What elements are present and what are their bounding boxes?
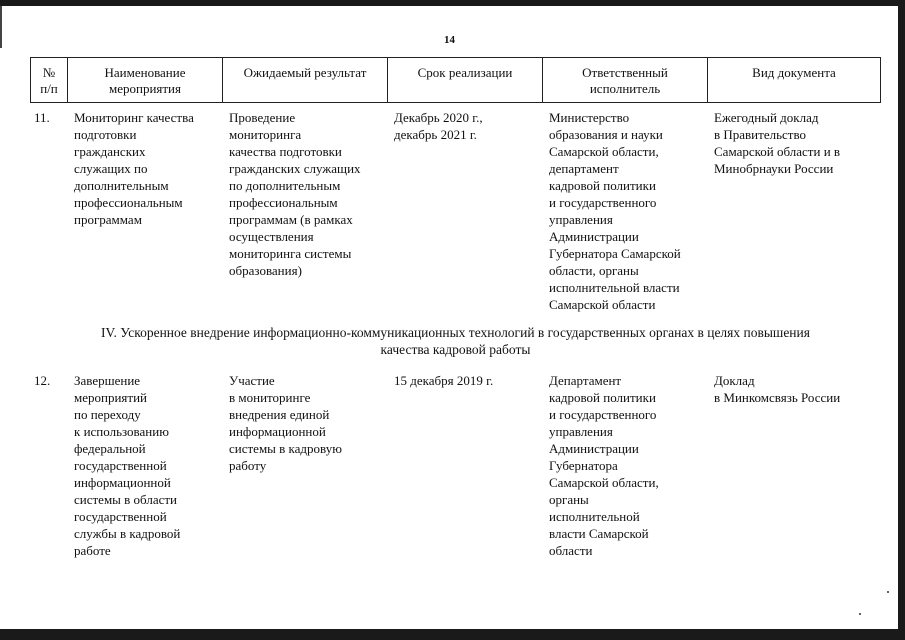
header-executor-text: Ответственный исполнитель [582, 65, 668, 96]
scan-speck [859, 613, 861, 615]
row-name: Завершение мероприятий по переходу к использованию федеральной государственной информационной системы в области государственной службы в кадровой работе [74, 373, 181, 558]
row-result: Проведение мониторинга качества подготовки гражданских служащих по дополнительным профессиональным программам (в рамках осуществления мониторинга системы образования) [229, 110, 361, 278]
header-name-text: Наименование мероприятия [104, 65, 186, 96]
row-number: 11. [34, 110, 50, 125]
header-result-text: Ожидаемый результат [243, 65, 367, 80]
row-doc-type: Ежегодный доклад в Правительство Самарской области и в Минобрнауки России [714, 110, 841, 176]
row-executor: Министерство образования и науки Самарской области, департамент кадровой политики и государственного управления Администрации Губернатора Самарской области, органы исполнительной власти Самарской области [549, 110, 681, 312]
table-header-row [30, 57, 881, 103]
header-name [68, 58, 223, 102]
table-row [30, 109, 881, 313]
header-number [30, 58, 68, 102]
page-number: 14 [444, 34, 455, 46]
row-number: 12. [34, 373, 51, 388]
header-result [223, 58, 388, 102]
header-number-text: № п/п [40, 65, 58, 96]
row-doc-type: Доклад в Минкомсвязь России [714, 373, 841, 405]
row-result: Участие в мониторинге внедрения единой информационной системы в кадровую работу [229, 373, 342, 473]
row-executor: Департамент кадровой политики и государственного управления Администрации Губернатора Самарской области, органы исполнительной власти Самарской области [549, 373, 659, 558]
table-row [30, 372, 881, 559]
row-deadline: Декабрь 2020 г., декабрь 2021 г. [394, 110, 483, 142]
header-executor [543, 58, 708, 102]
scan-speck [887, 591, 889, 593]
scan-border-left [0, 6, 2, 48]
scan-border-top [0, 0, 905, 6]
header-doc-type-text: Вид документа [752, 65, 836, 80]
section-heading: IV. Ускоренное внедрение информационно-коммуникационных технологий в государственных органах в целях повышения качества кадровой работы [101, 325, 810, 357]
header-doc-type [708, 58, 881, 102]
header-deadline-text: Срок реализации [417, 65, 513, 80]
scan-border-bottom [0, 629, 905, 640]
document-table [30, 57, 881, 558]
scan-border-right [898, 0, 905, 640]
row-deadline: 15 декабря 2019 г. [394, 373, 494, 388]
row-name: Мониторинг качества подготовки гражданских служащих по дополнительным профессиональным программам [74, 110, 194, 227]
header-deadline [388, 58, 543, 102]
